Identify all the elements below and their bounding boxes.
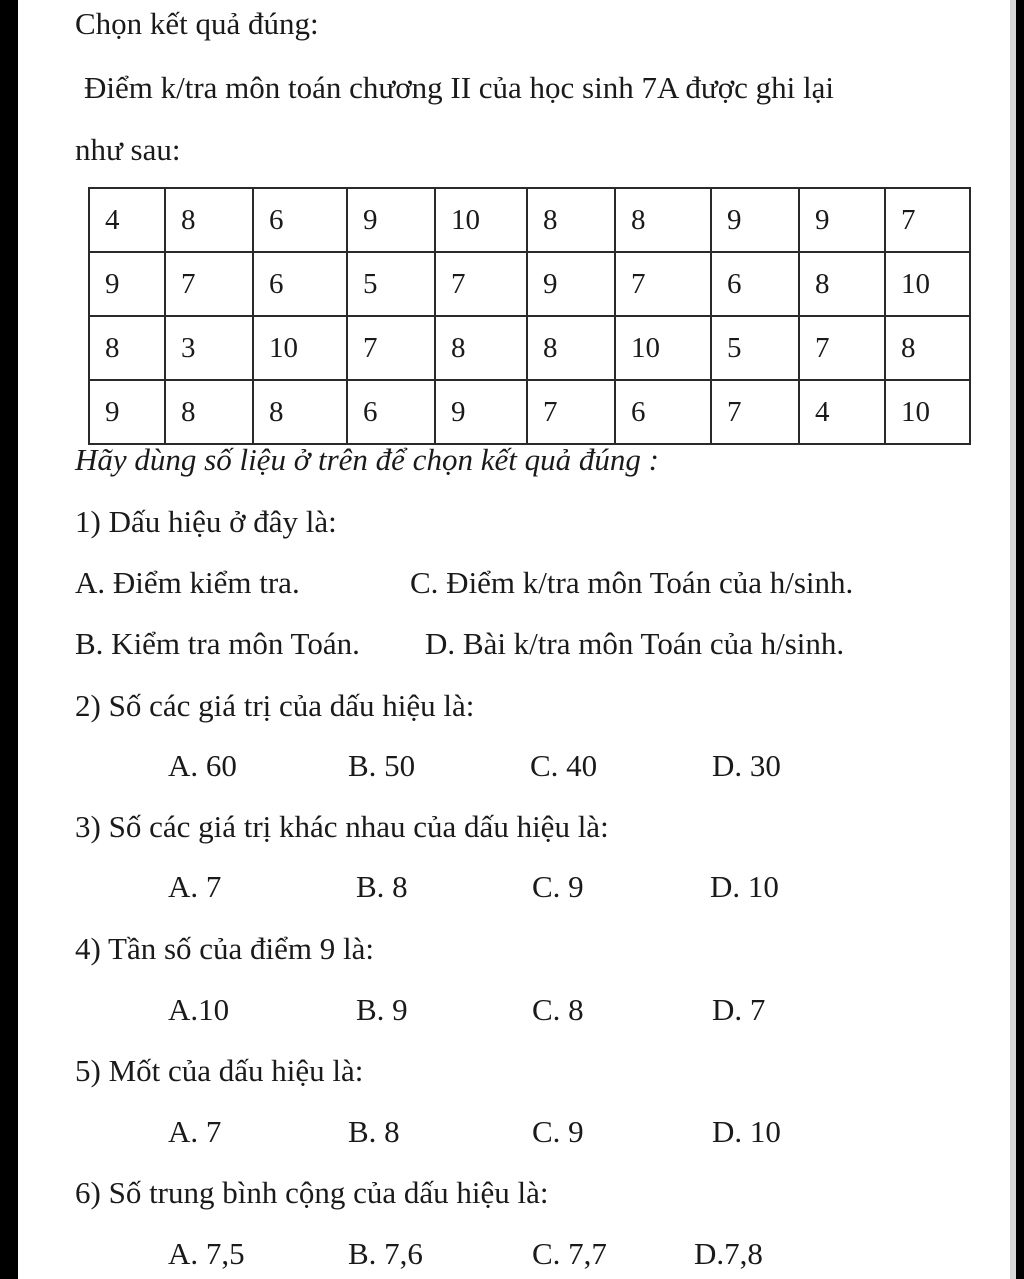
table-cell: 9 (347, 188, 435, 252)
table-cell: 8 (527, 188, 615, 252)
q6-option-a: A. 7,5 (168, 1236, 245, 1271)
scores-table (88, 187, 971, 445)
q4-option-a: A.10 (168, 992, 230, 1027)
intro-line-1: Điểm k/tra môn toán chương II của học sinh 7A được ghi lại (84, 70, 834, 105)
table-cell: 7 (885, 188, 970, 252)
table-cell: 8 (89, 316, 165, 380)
table-cell: 5 (711, 316, 799, 380)
table-cell: 10 (885, 380, 970, 444)
q3-option-d: D. 10 (710, 869, 779, 904)
q6-option-d: D.7,8 (694, 1236, 763, 1271)
table-cell: 9 (711, 188, 799, 252)
table-cell: 10 (435, 188, 527, 252)
q1-option-a: A. Điểm kiểm tra. (75, 565, 300, 600)
q4-option-b: B. 9 (356, 992, 408, 1027)
table-cell: 7 (435, 252, 527, 316)
table-row (89, 316, 970, 380)
q2-option-a: A. 60 (168, 748, 237, 783)
right-border-bar (1016, 0, 1024, 1279)
q2-option-c: C. 40 (530, 748, 598, 783)
q5-option-b: B. 8 (348, 1114, 400, 1149)
table-cell: 8 (165, 380, 253, 444)
table-cell: 8 (885, 316, 970, 380)
table-cell: 10 (885, 252, 970, 316)
table-cell: 6 (253, 252, 347, 316)
table-row (89, 188, 970, 252)
q4-option-d: D. 7 (712, 992, 766, 1027)
left-border-bar (0, 0, 18, 1279)
table-cell: 4 (799, 380, 885, 444)
table-cell: 5 (347, 252, 435, 316)
table-cell: 7 (799, 316, 885, 380)
q5-option-a: A. 7 (168, 1114, 222, 1149)
q6-option-c: C. 7,7 (532, 1236, 607, 1271)
table-cell: 10 (253, 316, 347, 380)
question-1: 1) Dấu hiệu ở đây là: (75, 504, 337, 539)
q3-option-b: B. 8 (356, 869, 408, 904)
table-cell: 8 (253, 380, 347, 444)
table-cell: 7 (615, 252, 711, 316)
table-cell: 7 (165, 252, 253, 316)
table-cell: 6 (253, 188, 347, 252)
intro-line-2: như sau: (75, 132, 181, 167)
table-cell: 8 (435, 316, 527, 380)
table-cell: 7 (347, 316, 435, 380)
table-cell: 8 (165, 188, 253, 252)
q3-option-a: A. 7 (168, 869, 222, 904)
q4-option-c: C. 8 (532, 992, 584, 1027)
table-cell: 9 (435, 380, 527, 444)
question-5: 5) Mốt của dấu hiệu là: (75, 1053, 364, 1088)
table-cell: 7 (711, 380, 799, 444)
q6-option-b: B. 7,6 (348, 1236, 423, 1271)
table-cell: 6 (347, 380, 435, 444)
table-row (89, 380, 970, 444)
table-cell: 9 (527, 252, 615, 316)
table-cell: 9 (89, 252, 165, 316)
q1-option-d: D. Bài k/tra môn Toán của h/sinh. (425, 626, 845, 661)
question-2: 2) Số các giá trị của dấu hiệu là: (75, 688, 475, 723)
q2-option-b: B. 50 (348, 748, 416, 783)
table-cell: 7 (527, 380, 615, 444)
question-6: 6) Số trung bình cộng của dấu hiệu là: (75, 1175, 549, 1210)
table-row (89, 252, 970, 316)
heading: Chọn kết quả đúng: (75, 6, 319, 41)
table-cell: 8 (615, 188, 711, 252)
q1-option-b: B. Kiểm tra môn Toán. (75, 626, 360, 661)
question-4: 4) Tần số của điểm 9 là: (75, 931, 375, 966)
q2-option-d: D. 30 (712, 748, 781, 783)
table-cell: 9 (799, 188, 885, 252)
table-cell: 10 (615, 316, 711, 380)
table-cell: 9 (89, 380, 165, 444)
instruction: Hãy dùng số liệu ở trên để chọn kết quả đúng : (75, 442, 659, 477)
q5-option-c: C. 9 (532, 1114, 584, 1149)
table-cell: 6 (615, 380, 711, 444)
q1-option-c: C. Điểm k/tra môn Toán của h/sinh. (410, 565, 854, 600)
q5-option-d: D. 10 (712, 1114, 781, 1149)
table-cell: 4 (89, 188, 165, 252)
table-cell: 6 (711, 252, 799, 316)
question-3: 3) Số các giá trị khác nhau của dấu hiệu là: (75, 809, 609, 844)
table-cell: 3 (165, 316, 253, 380)
q3-option-c: C. 9 (532, 869, 584, 904)
table-cell: 8 (527, 316, 615, 380)
table-cell: 8 (799, 252, 885, 316)
